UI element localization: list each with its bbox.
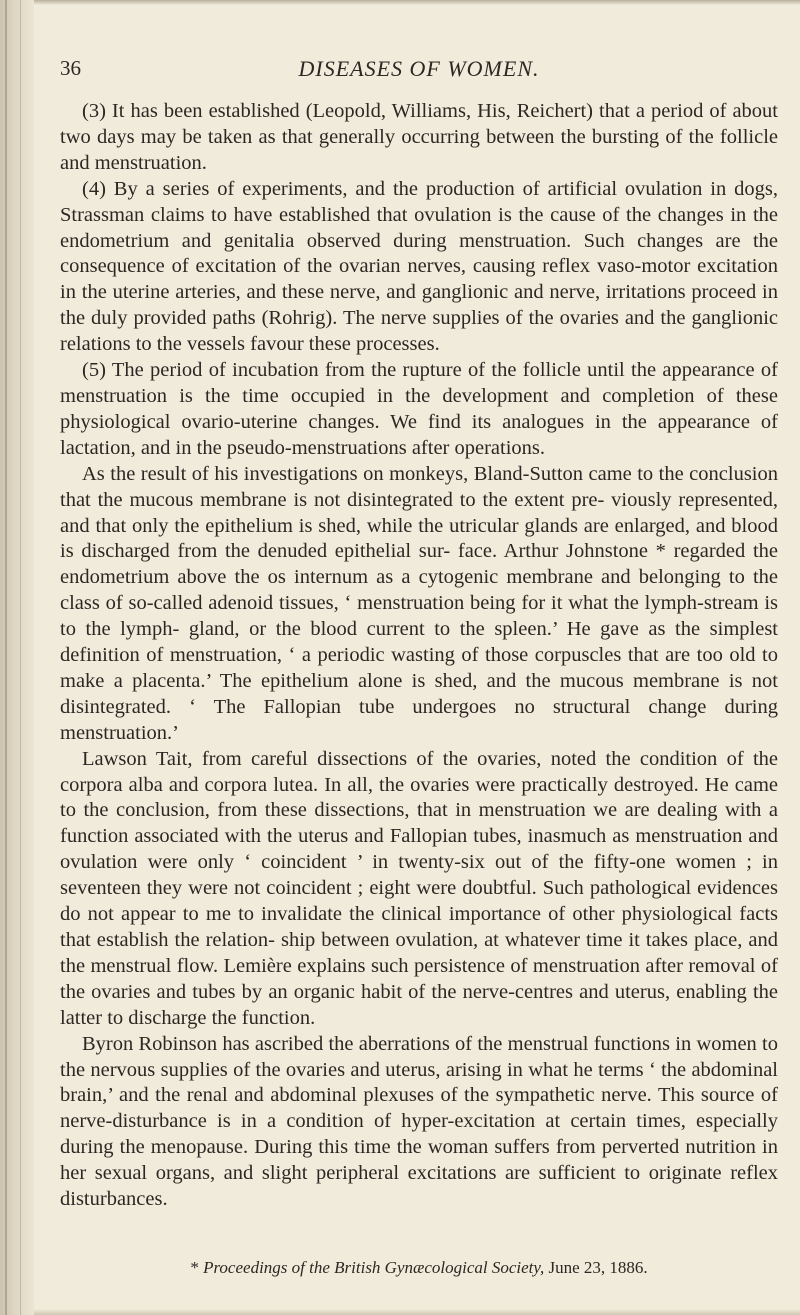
page-number: 36 [60, 56, 81, 80]
page-header [60, 56, 778, 86]
paragraph-bland-sutton: As the result of his investigations on monkeys, Bland-Sutton came to the conclusion that the mucous membrane is not disintegrated to the extent pre- viously represented, and that only the epithelium is shed, while the utricular glands are enlarged, and blood is discharged from the denuded epithelial sur- face. Arthur Johnstone * regarded the endometrium above the os internum as a cytogenic membrane and belonging to the class of so-called adenoid tissues, ‘ menstruation being for it what the lymph-stream is to the lymph- gland, or the blood current to the spleen.’ He gave as the simplest definition of menstruation, ‘ a periodic wasting of those corpuscles that are too old to make a placenta.’ The epithelium alone is shed, and the mucous membrane is not disintegrated. ‘ The Fallopian tube undergoes no structural change during menstruation.’ [60, 462, 778, 744]
body-text [60, 99, 778, 1213]
paragraph-byron-robinson: Byron Robinson has ascribed the aberrations of the menstrual functions in women to the nervous supplies of the ovaries and uterus, arising in what he terms ‘ the abdominal brain,’ and the renal and abdominal plexuses of the sympathetic nerve. This source of nerve-disturbance is in a condition of hyper-excitation at certain times, especially during the menopause. During this time the woman suffers from perverted nutrition in her sexual organs, and slight peripheral excitations are sufficient to originate reflex disturbances. [60, 1032, 778, 1211]
paragraph-point-5: (5) The period of incubation from the rupture of the follicle until the appearance of menstruation is the time occupied in the development and completion of these physiological ovario-uterine changes. We find its analogues in the appearance of lactation, and in the pseudo-menstruations after operations. [60, 359, 778, 459]
footnote-marker: * [190, 1258, 199, 1277]
footnote [60, 1258, 778, 1278]
footnote-date: June 23, 1886. [548, 1258, 648, 1277]
running-title: DISEASES OF WOMEN. [298, 56, 540, 81]
page-top-edge [0, 0, 800, 5]
footnote-source-title: Proceedings of the British Gynæcological Society, [203, 1258, 545, 1277]
book-spine-gutter [0, 0, 34, 1315]
paragraph-point-4: (4) By a series of experiments, and the production of artificial ovulation in dogs, Strassman claims to have established that ovulation is the cause of the changes in the endometrium and genitalia observed during menstruation. Such changes are the consequence of excitation of the ovarian nerves, causing reflex vaso-motor excitation in the uterine arteries, and these nerve, and ganglionic and nerve, irritations proceed in the duly provided paths (Rohrig). The nerve supplies of the ovaries and the ganglionic relations to the vessels favour these processes. [60, 177, 778, 356]
paragraph-lawson-tait: Lawson Tait, from careful dissections of the ovaries, noted the condition of the corpora alba and corpora lutea. In all, the ovaries were practically destroyed. He came to the conclusion, from these dissections, that in menstruation we are dealing with a function associated with the uterus and Fallopian tubes, inasmuch as menstruation and ovulation were only ‘ coincident ’ in twenty-six out of the fifty-one women ; in seventeen they were not coincident ; eight were doubtful. Such pathological evidences do not appear to me to invalidate the clinical importance of other physiological facts that establish the relation- ship between ovulation, at whatever time it takes place, and the menstrual flow. Lemière explains such persistence of menstruation after removal of the ovaries and tubes by an organic habit of the nerve-centres and uterus, enabling the latter to discharge the function. [60, 747, 778, 1029]
paragraph-point-3: (3) It has been established (Leopold, Williams, His, Reichert) that a period of about two days may be taken as that generally occurring between the bursting of the follicle and menstruation. [60, 100, 778, 174]
page-bottom-edge [34, 1309, 800, 1315]
